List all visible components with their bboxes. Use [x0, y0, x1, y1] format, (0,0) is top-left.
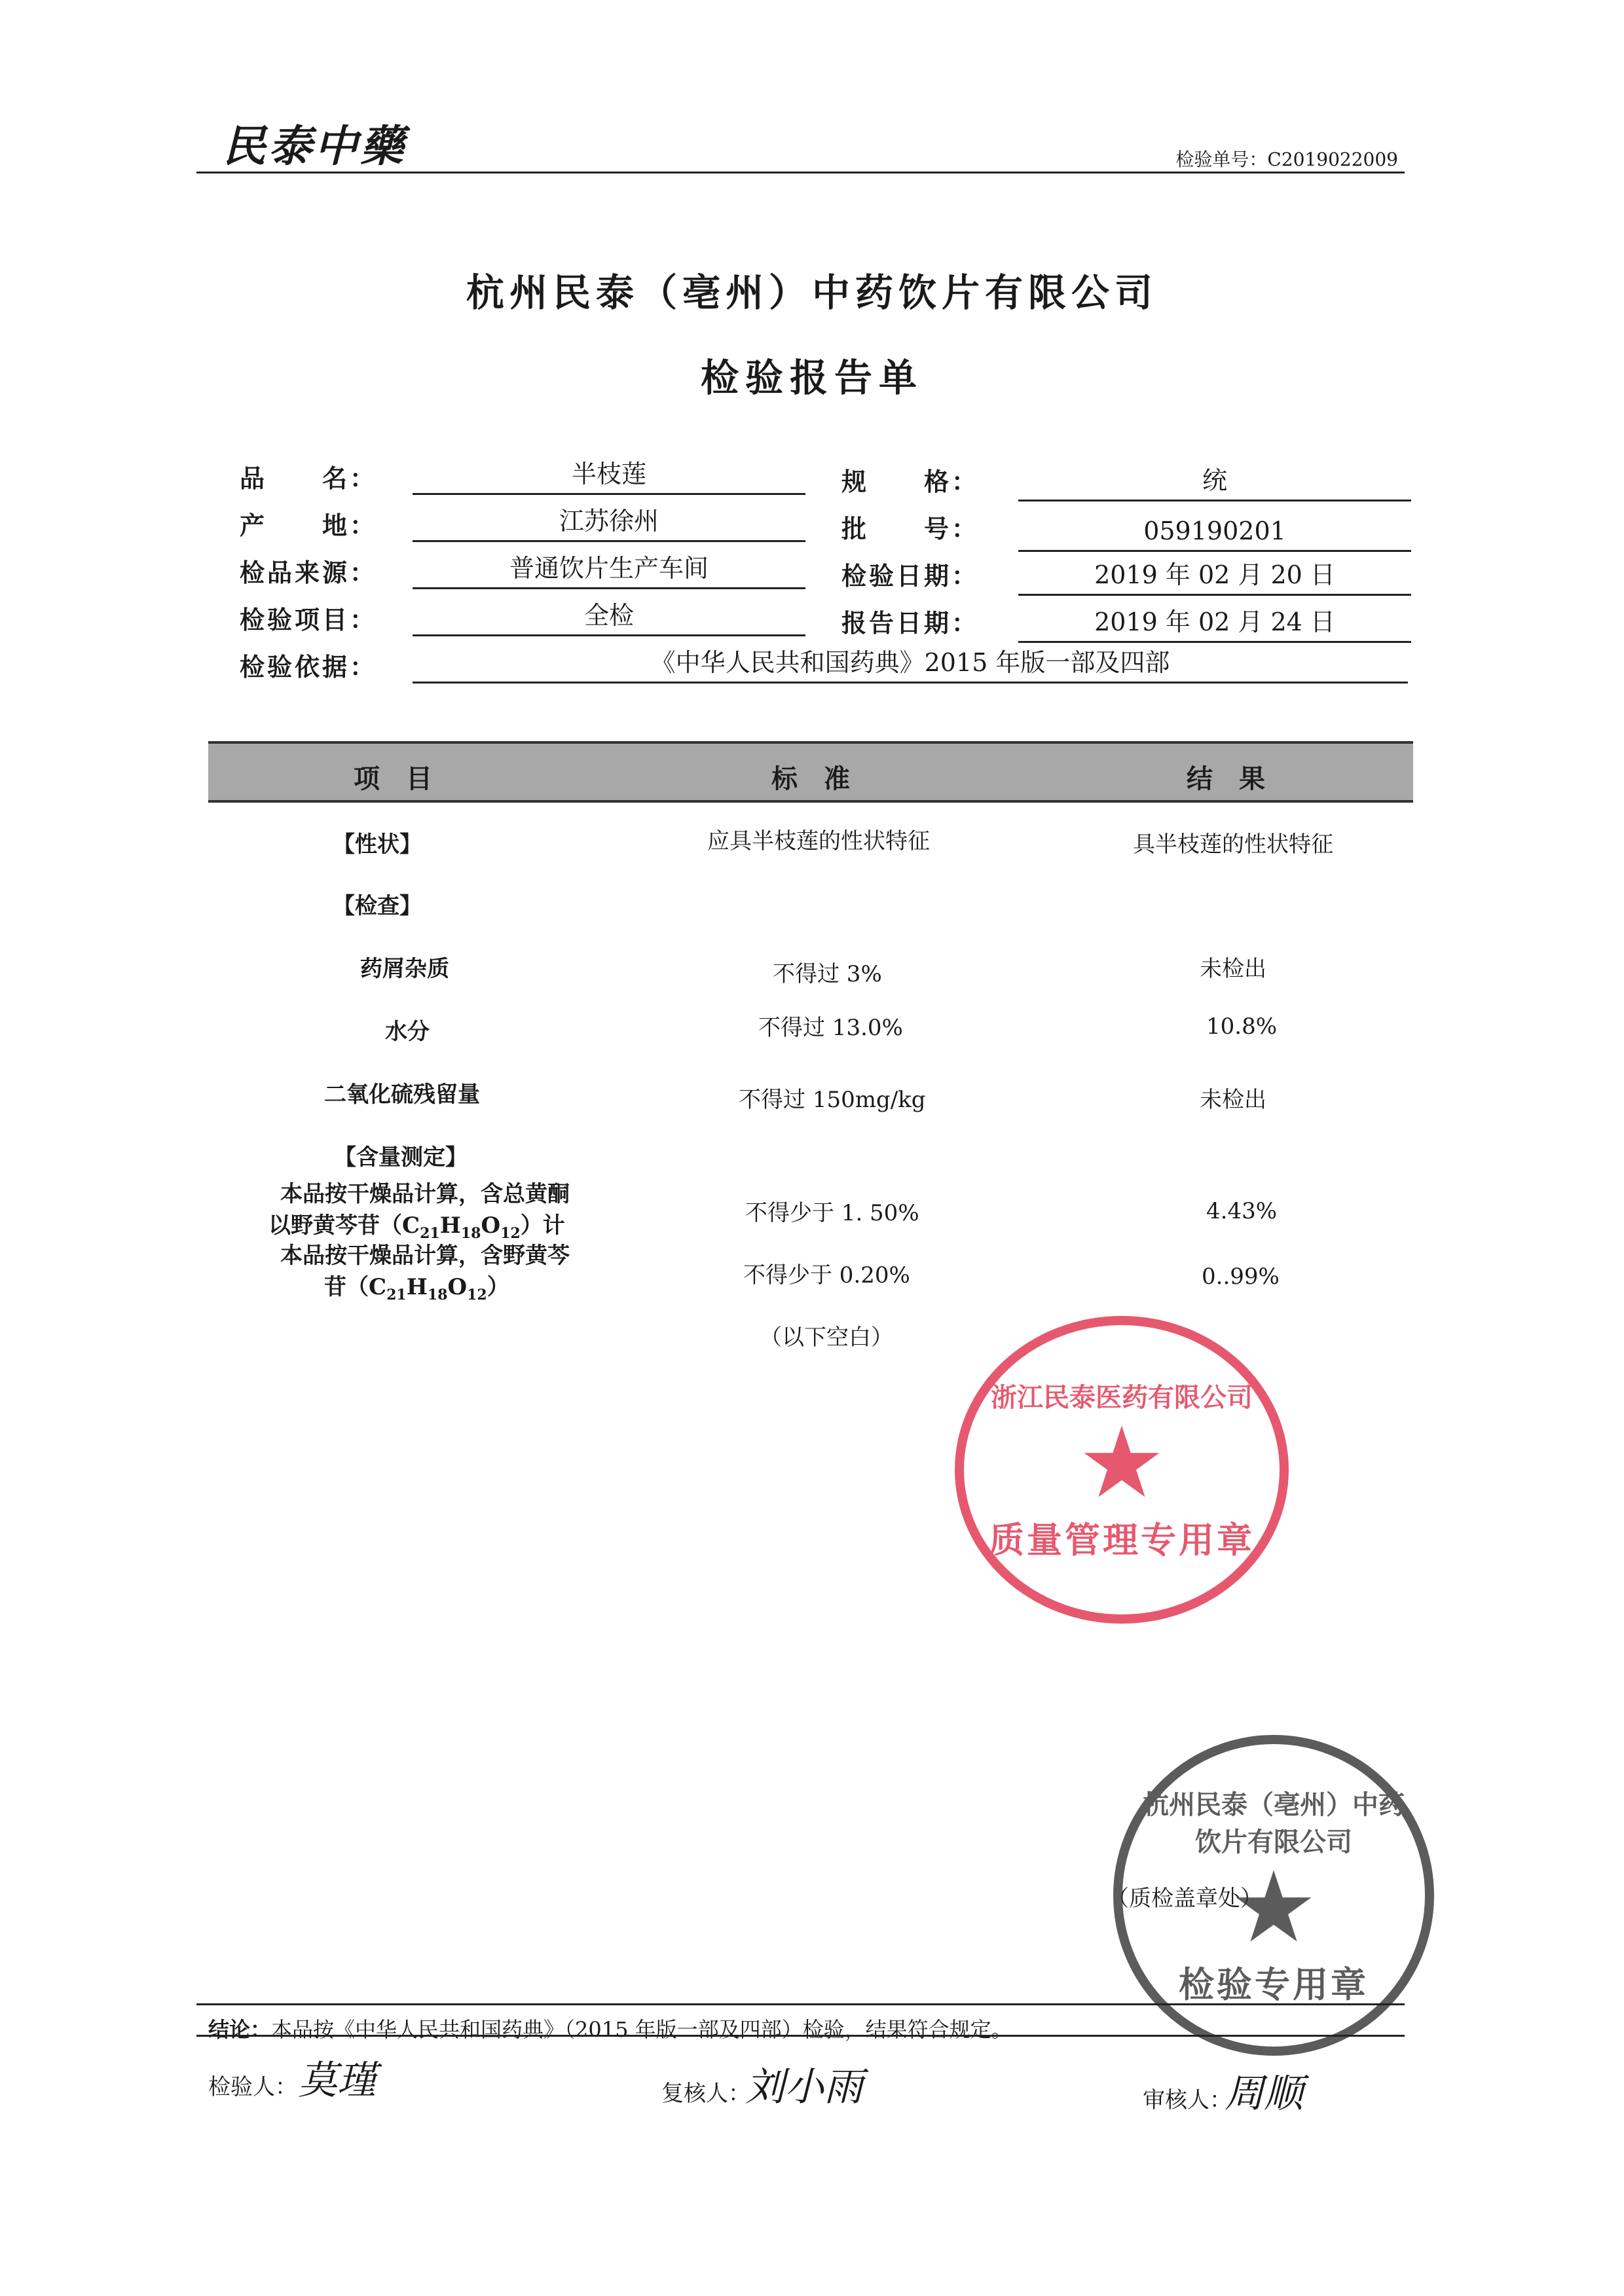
- product-name-label: 品 名：: [240, 464, 378, 493]
- document-title: 检验报告单: [700, 355, 923, 400]
- so2-result: 未检出: [1200, 1087, 1266, 1113]
- report-date-label: 报告日期：: [841, 608, 980, 638]
- formula-o-b: O: [447, 1274, 468, 1300]
- black-stamp-star-icon: ★: [1229, 1850, 1318, 1965]
- formula-o: O: [481, 1212, 501, 1239]
- sample-source-label: 检品来源：: [240, 558, 378, 587]
- black-stamp-purpose: 检验专用章: [1179, 1963, 1369, 2005]
- origin-label: 产 地：: [240, 511, 378, 540]
- character-result: 具半枝莲的性状特征: [1133, 831, 1333, 858]
- reviewer-signature: 刘小雨: [745, 2064, 863, 2110]
- red-stamp-purpose: 质量管理专用章: [989, 1519, 1255, 1561]
- inspector-signature: 莫瑾: [298, 2058, 377, 2104]
- conclusion-text: 本品按《中华人民共和国药典》（2015 年版一部及四部）检验，结果符合规定。: [271, 2017, 1012, 2042]
- formula-sub-18b: 18: [427, 1286, 448, 1303]
- scutellarin-criterion-line2: [324, 1269, 509, 1303]
- formula-h: H: [439, 1212, 461, 1239]
- black-stamp-company: 杭州民泰（亳州）中药饮片有限公司: [1143, 1789, 1405, 1857]
- flavone-criterion-line1: 本品按干燥品计算，含总黄酮: [280, 1181, 570, 1207]
- so2-standard: 不得过 150mg/kg: [739, 1087, 926, 1113]
- assay-label: 【含量测定】: [334, 1144, 468, 1171]
- seal-place-note: （质检盖章处）: [1107, 1886, 1263, 1912]
- flavone-criterion-text-a: 以野黄芩苷（C: [268, 1212, 420, 1239]
- scutellarin-criterion-text-b: ）: [487, 1274, 509, 1300]
- scutellarin-result: 0..99%: [1202, 1264, 1280, 1290]
- moisture-label: 水分: [385, 1019, 430, 1045]
- approver-label: 审核人：: [1143, 2087, 1232, 2113]
- character-label: 【性状】: [333, 831, 422, 858]
- flavone-standard: 不得少于 1. 50%: [745, 1200, 919, 1226]
- impurity-result: 未检出: [1200, 956, 1266, 982]
- formula-sub-21: 21: [420, 1224, 440, 1242]
- header-divider: [196, 172, 1405, 173]
- moisture-result: 10.8%: [1206, 1013, 1278, 1040]
- blank-note: （以下空白）: [760, 1324, 893, 1351]
- batch-label: 批 号：: [841, 514, 980, 543]
- formula-h-b: H: [406, 1274, 428, 1300]
- flavone-criterion-line2: [268, 1207, 565, 1242]
- inspector-label: 检验人：: [208, 2074, 297, 2100]
- sample-source-value: 普通饮片生产车间: [413, 549, 805, 589]
- test-item-value: 全检: [413, 596, 805, 636]
- approver-signature: 周顺: [1225, 2071, 1303, 2117]
- quality-management-stamp: [955, 1316, 1289, 1624]
- impurity-label: 药屑杂质: [360, 956, 449, 982]
- origin-value: 江苏徐州: [413, 502, 805, 542]
- red-stamp-company: 浙江民泰医药有限公司: [991, 1382, 1253, 1413]
- so2-label: 二氧化硫残留量: [324, 1082, 480, 1108]
- formula-sub-18: 18: [460, 1224, 481, 1242]
- basis-label: 检验依据：: [240, 652, 378, 682]
- character-standard: 应具半枝莲的性状特征: [707, 828, 930, 854]
- moisture-standard: 不得过 13.0%: [758, 1015, 903, 1041]
- formula-sub-12: 12: [500, 1224, 521, 1242]
- impurity-standard: 不得过 3%: [773, 961, 882, 987]
- batch-value: 059190201: [1018, 512, 1411, 552]
- scutellarin-criterion-text-a: 苷（C: [324, 1274, 387, 1300]
- conclusion-label: 结论：: [208, 2017, 272, 2042]
- inspection-stamp: [1113, 1735, 1434, 2056]
- footer-divider-top: [196, 2003, 1405, 2005]
- test-item-label: 检验项目：: [240, 605, 378, 634]
- product-name-value: 半枝莲: [413, 455, 805, 495]
- flavone-result: 4.43%: [1206, 1198, 1278, 1224]
- column-header-standard: 标准: [771, 763, 876, 794]
- test-date-label: 检验日期：: [841, 561, 980, 591]
- report-number: [1175, 145, 1398, 172]
- inspection-label: 【检查】: [333, 893, 422, 919]
- company-name: 杭州民泰（亳州）中药饮片有限公司: [466, 270, 1158, 315]
- basis-value: 《中华人民共和国药典》2015 年版一部及四部: [413, 644, 1408, 683]
- report-number-value: C2019022009: [1267, 149, 1398, 170]
- scutellarin-standard: 不得少于 0.20%: [743, 1262, 910, 1288]
- column-header-result: 结果: [1187, 763, 1291, 794]
- test-date-value: 2019 年 02 月 20 日: [1018, 556, 1411, 596]
- scutellarin-criterion-line1: 本品按干燥品计算，含野黄芩: [280, 1243, 570, 1269]
- company-logo: 民泰中藥: [223, 120, 406, 172]
- report-number-label: 检验单号：: [1175, 149, 1268, 170]
- spec-label: 规 格：: [841, 467, 980, 496]
- column-header-item: 项目: [354, 763, 458, 794]
- flavone-criterion-text-b: ）计: [520, 1212, 565, 1239]
- formula-sub-12b: 12: [467, 1286, 487, 1303]
- report-date-value: 2019 年 02 月 24 日: [1018, 603, 1411, 643]
- formula-sub-21b: 21: [386, 1286, 407, 1303]
- reviewer-label: 复核人：: [661, 2081, 750, 2107]
- red-stamp-star-icon: ★: [1077, 1406, 1166, 1520]
- conclusion: [208, 2013, 1012, 2043]
- footer-divider-bottom: [196, 2035, 1405, 2037]
- spec-value: 统: [1018, 462, 1411, 501]
